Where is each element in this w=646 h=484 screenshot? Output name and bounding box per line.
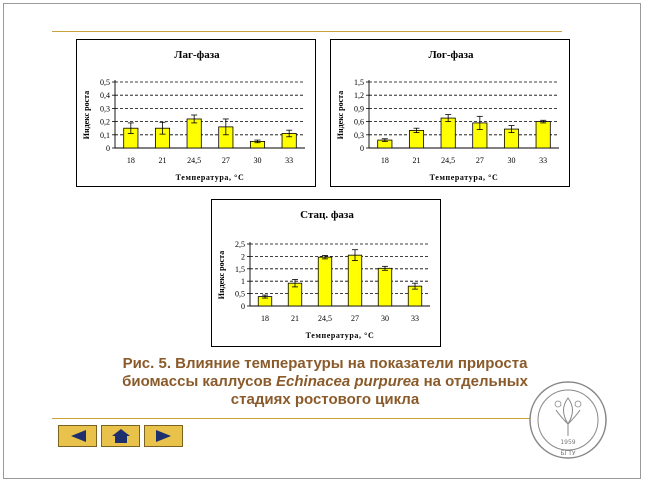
x-tick-label: 33 xyxy=(539,156,548,165)
bar xyxy=(378,268,392,306)
x-tick-label: 24,5 xyxy=(441,156,456,165)
x-tick-label: 18 xyxy=(261,314,269,323)
y-tick-label: 0,9 xyxy=(354,104,364,114)
x-tick-label: 27 xyxy=(475,156,484,165)
chart-stationary-phase xyxy=(211,199,441,347)
figure-caption xyxy=(70,355,580,409)
x-tick-label: 27 xyxy=(351,314,359,323)
caption-line-2-start: биомассы каллусов xyxy=(122,373,277,390)
x-tick-label: 33 xyxy=(411,314,419,323)
y-axis-label: Индекс роста xyxy=(82,90,91,140)
y-tick-label: 0,1 xyxy=(100,130,110,140)
y-tick-label: 0,5 xyxy=(100,78,110,87)
y-tick-label: 1,2 xyxy=(354,91,364,101)
y-tick-label: 2 xyxy=(241,252,245,262)
chart-title: Стац. фаза xyxy=(300,209,354,221)
bar xyxy=(536,122,550,148)
arrow-right-icon xyxy=(154,429,174,443)
y-tick-label: 0,5 xyxy=(235,289,245,299)
x-tick-label: 30 xyxy=(507,156,516,165)
x-tick-label: 30 xyxy=(253,156,262,165)
y-tick-label: 0,2 xyxy=(100,117,110,127)
bottom-divider xyxy=(52,418,562,419)
bar xyxy=(318,257,332,306)
x-tick-label: 24,5 xyxy=(318,314,332,323)
x-axis-label: Температура, °С xyxy=(305,331,375,340)
y-tick-label: 0,3 xyxy=(354,130,364,140)
chart-lag-phase xyxy=(76,39,316,187)
y-tick-label: 0,3 xyxy=(100,104,110,114)
home-button[interactable] xyxy=(101,425,140,447)
bar xyxy=(348,255,362,306)
y-tick-label: 0,4 xyxy=(100,91,110,101)
y-tick-label: 1 xyxy=(241,277,245,287)
chart-log-phase xyxy=(330,39,570,187)
chart-svg xyxy=(331,40,571,188)
bar xyxy=(441,118,455,148)
caption-line-2-end: на отдельных xyxy=(419,373,528,390)
chart-svg xyxy=(77,40,317,188)
chart-svg xyxy=(212,200,442,348)
x-tick-label: 24,5 xyxy=(187,156,202,165)
y-tick-label: 0 xyxy=(360,144,364,153)
logo-year: 1959 xyxy=(560,439,576,446)
prev-button[interactable] xyxy=(58,425,97,447)
y-tick-label: 0,6 xyxy=(354,117,364,127)
chart-title: Лог-фаза xyxy=(428,49,474,61)
bar xyxy=(409,130,423,148)
y-tick-label: 1,5 xyxy=(235,264,245,274)
chart-title: Лаг-фаза xyxy=(174,49,220,61)
caption-line-3: стадиях ростового цикла xyxy=(230,391,420,408)
arrow-left-icon xyxy=(68,429,88,443)
x-tick-label: 33 xyxy=(285,156,294,165)
x-tick-label: 21 xyxy=(158,156,167,165)
y-tick-label: 0 xyxy=(241,302,245,311)
x-tick-label: 27 xyxy=(221,156,230,165)
x-tick-label: 21 xyxy=(412,156,421,165)
y-axis-label: Индекс роста xyxy=(336,90,345,140)
home-icon xyxy=(111,428,131,444)
x-axis-label: Температура, °С xyxy=(429,173,499,182)
x-axis-label: Температура, °С xyxy=(175,173,245,182)
x-tick-label: 18 xyxy=(126,156,135,165)
x-tick-label: 21 xyxy=(291,314,299,323)
caption-species: Echinacea purpurea xyxy=(276,373,420,390)
x-tick-label: 18 xyxy=(380,156,389,165)
logo-letters: БГТУ xyxy=(560,450,576,457)
y-tick-label: 0 xyxy=(106,144,110,153)
y-axis-label: Индекс роста xyxy=(217,250,226,300)
y-tick-label: 2,5 xyxy=(235,240,245,249)
y-tick-label: 1,5 xyxy=(354,78,364,87)
university-seal-icon xyxy=(528,380,608,460)
caption-line-2 xyxy=(70,373,580,391)
next-button[interactable] xyxy=(144,425,183,447)
top-divider xyxy=(52,31,562,32)
caption-line-1: Рис. 5. Влияние температуры на показатели прироста xyxy=(122,355,528,372)
x-tick-label: 30 xyxy=(381,314,389,323)
